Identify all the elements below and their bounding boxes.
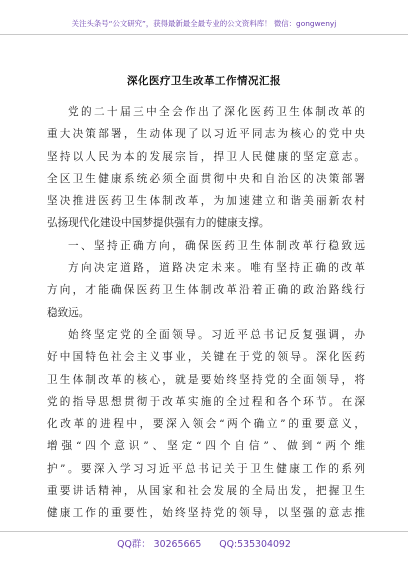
body-line: 党的二十届三中全会作出了深化医药卫生体制改革的 [68, 106, 365, 118]
header-banner: 关注头条号“公文研究”，获得最新最全最专业的公文资料库！ 微信：gongwenyj [71, 19, 337, 28]
body-line: 坚持以人民为本的发展宗旨，捍卫人民健康的坚定意志。 [47, 150, 365, 163]
body-line: 坚决推进医药卫生体制改革，为加速建立和谐美丽新农村 [47, 195, 365, 208]
body-line: 党的指导思想贯彻于改革实施的全过程和各个环节。在深 [47, 395, 365, 408]
body-line: 始终坚定党的全面领导。习近平总书记反复强调，办 [68, 328, 365, 341]
body-line: 重要讲话精神，从国家和社会发展的全局出发，把握卫生 [47, 485, 365, 498]
section-heading: 一、坚持正确方向，确保医药卫生体制改革行稳致远 [68, 239, 365, 252]
footer-divider [0, 531, 408, 532]
body-line: 增强“四个意识”、坚定“四个自信”、做到“两个维 [47, 440, 365, 453]
footer-contact: QQ群： 30265665 QQ:535304092 [117, 539, 291, 550]
body-line: 卫生体制改革的核心，就是要始终坚持党的全面领导，将 [47, 373, 365, 386]
body-line: 重大决策部署，生动体现了以习近平同志为核心的党中央 [47, 128, 365, 141]
body-line: 弘扬现代化建设中国梦提供强有力的健康支撑。 [47, 217, 270, 230]
body-line: 方向，才能确保医药卫生体制改革沿着正确的政治路线行 [47, 284, 365, 297]
body-line: 全区卫生健康系统必须全面贯彻中央和自治区的决策部署 [47, 172, 365, 185]
document-title: 深化医疗卫生改革工作情况汇报 [127, 75, 281, 87]
body-line: 护”。要深入学习习近平总书记关于卫生健康工作的系列 [47, 462, 365, 475]
body-line: 方向决定道路，道路决定未来。唯有坚持正确的改革 [68, 262, 365, 275]
document-body [47, 101, 365, 525]
body-line: 健康工作的重要性，始终坚持党的领导，以坚强的意志推 [47, 507, 365, 520]
header-divider [0, 34, 408, 35]
body-line: 稳致远。 [47, 306, 90, 319]
body-line: 化改革的进程中，要深入领会“两个确立”的重要意义， [47, 418, 365, 431]
body-line: 好中国特色社会主义事业，关键在于党的领导。深化医药 [47, 351, 365, 364]
